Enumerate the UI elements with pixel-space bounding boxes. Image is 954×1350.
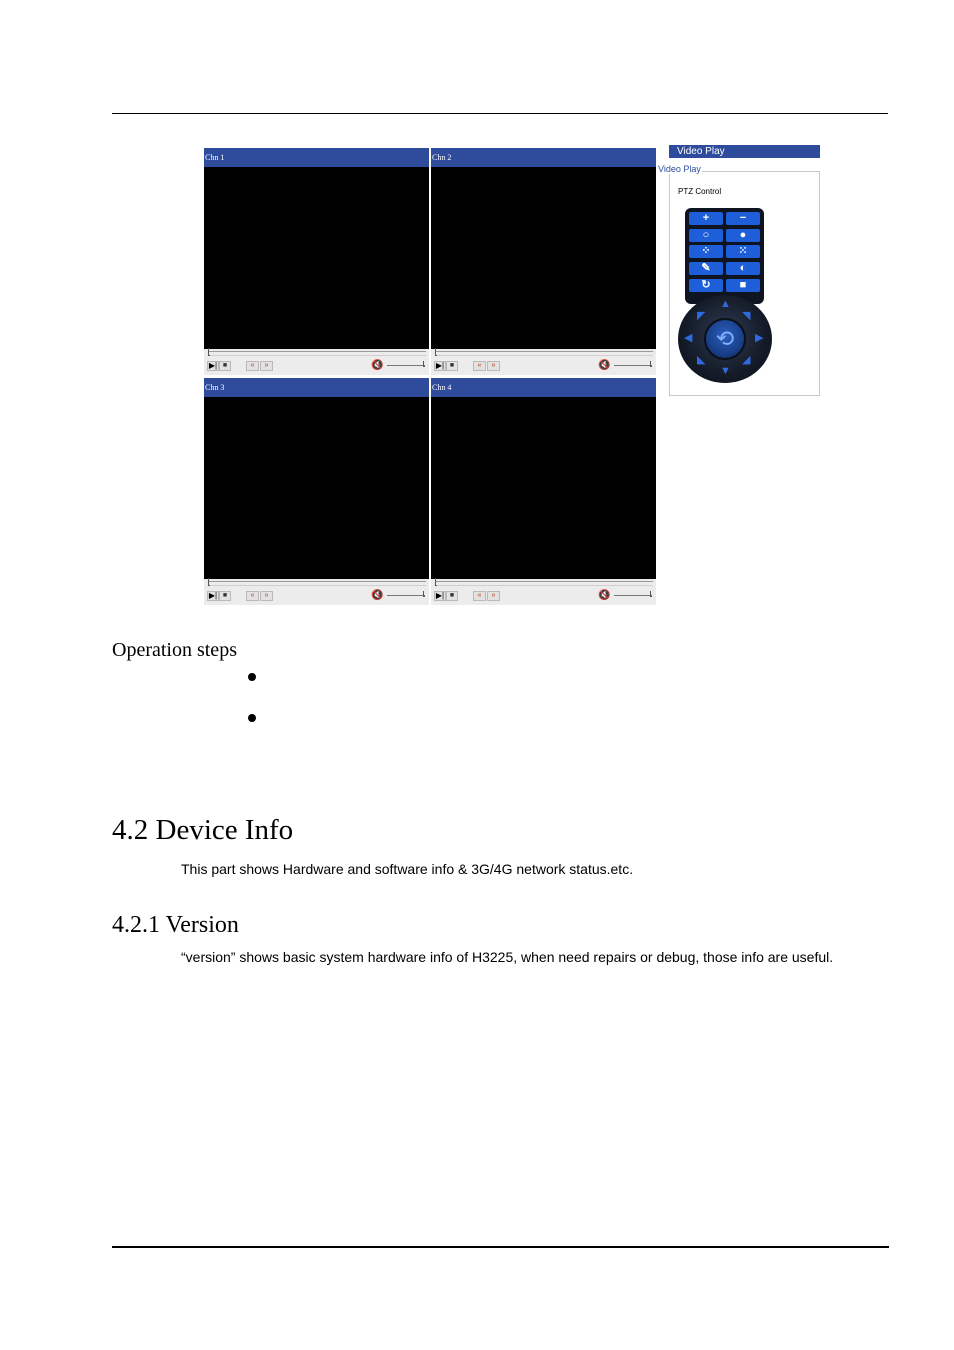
player-controls: [431, 361, 656, 373]
rewind-button[interactable]: «: [246, 361, 259, 371]
video-play-header[interactable]: Video Play: [669, 145, 820, 158]
channel-pane-2: [431, 148, 656, 375]
seek-handle[interactable]: [208, 348, 210, 356]
mute-icon[interactable]: 🔇: [598, 360, 611, 371]
iris-close-button[interactable]: ⁙: [726, 245, 760, 258]
mute-icon[interactable]: 🔇: [598, 590, 611, 601]
seek-bar[interactable]: [435, 351, 653, 356]
zoom-out-button[interactable]: −: [726, 212, 760, 225]
channel-title: Chn 4: [431, 378, 656, 397]
volume-handle[interactable]: [650, 361, 652, 367]
volume-handle[interactable]: [423, 361, 425, 367]
bullet-icon: [248, 714, 256, 722]
header-rule: [112, 113, 888, 114]
ptz-reset-icon[interactable]: ⟲: [704, 318, 746, 360]
stop-button[interactable]: ■: [219, 591, 231, 601]
stop-button[interactable]: ■: [219, 361, 231, 371]
play-button[interactable]: ▶|: [208, 361, 218, 370]
play-button[interactable]: ▶|: [208, 591, 218, 600]
volume-handle[interactable]: [423, 591, 425, 597]
fast-forward-button[interactable]: »: [487, 361, 500, 371]
seek-bar[interactable]: [435, 581, 653, 586]
pan-down-left-arrow-icon[interactable]: ◣: [697, 354, 706, 366]
footer-rule: [112, 1246, 889, 1248]
focus-near-button[interactable]: ○: [689, 229, 723, 242]
pan-left-arrow-icon[interactable]: ◀: [684, 332, 693, 344]
video-view[interactable]: [204, 397, 429, 579]
volume-handle[interactable]: [650, 591, 652, 597]
seek-handle[interactable]: [435, 348, 437, 356]
seek-handle[interactable]: [208, 578, 210, 586]
seek-bar[interactable]: [208, 581, 426, 586]
pan-up-arrow-icon[interactable]: ▲: [720, 298, 731, 310]
pan-down-right-arrow-icon[interactable]: ◢: [742, 354, 751, 366]
channel-pane-1: [204, 148, 429, 375]
focus-far-button[interactable]: ●: [726, 229, 760, 242]
player-controls: [431, 591, 656, 603]
mute-icon[interactable]: 🔇: [371, 360, 384, 371]
rewind-button[interactable]: «: [473, 591, 486, 601]
seek-handle[interactable]: [435, 578, 437, 586]
pan-up-right-arrow-icon[interactable]: ◥: [742, 310, 751, 322]
iris-open-button[interactable]: ⁘: [689, 245, 723, 258]
player-controls: [204, 361, 429, 373]
channel-title: Chn 3: [204, 378, 429, 397]
fast-forward-button[interactable]: »: [260, 591, 273, 601]
auto-scan-button[interactable]: ↻: [689, 279, 723, 292]
fast-forward-button[interactable]: »: [260, 361, 273, 371]
player-controls: [204, 591, 429, 603]
ptz-control-label: PTZ Control: [678, 187, 722, 196]
pan-down-arrow-icon[interactable]: ▼: [720, 365, 731, 377]
wiper-button[interactable]: ✎: [689, 262, 723, 275]
volume-slider[interactable]: [387, 365, 425, 366]
operation-steps-heading: Operation steps: [112, 639, 237, 661]
stop-button[interactable]: ■: [446, 361, 458, 371]
channel-title: Chn 1: [204, 148, 429, 167]
video-view[interactable]: [431, 397, 656, 579]
channel-title: Chn 2: [431, 148, 656, 167]
mute-icon[interactable]: 🔇: [371, 590, 384, 601]
play-button[interactable]: ▶|: [435, 591, 445, 600]
volume-slider[interactable]: [387, 595, 425, 596]
subsection-paragraph: “version” shows basic system hardware info of H3225, when need repairs or debug, those info are useful.: [181, 949, 834, 965]
channel-pane-3: [204, 378, 429, 605]
rewind-button[interactable]: «: [246, 591, 259, 601]
fast-forward-button[interactable]: »: [487, 591, 500, 601]
pan-right-arrow-icon[interactable]: ▶: [755, 332, 764, 344]
stop-ptz-button[interactable]: ■: [726, 279, 760, 292]
channel-pane-4: [431, 378, 656, 605]
volume-slider[interactable]: [614, 595, 652, 596]
bullet-icon: [248, 673, 256, 681]
rewind-button[interactable]: «: [473, 361, 486, 371]
play-button[interactable]: ▶|: [435, 361, 445, 370]
stop-button[interactable]: ■: [446, 591, 458, 601]
section-heading: 4.2 Device Info: [112, 814, 294, 846]
video-play-legend: Video Play: [658, 164, 701, 174]
zoom-in-button[interactable]: +: [689, 212, 723, 225]
subsection-heading: 4.2.1 Version: [112, 912, 239, 938]
video-view[interactable]: [431, 167, 656, 349]
pan-up-left-arrow-icon[interactable]: ◤: [697, 310, 706, 322]
light-button[interactable]: ◐: [726, 262, 760, 275]
section-paragraph: This part shows Hardware and software info & 3G/4G network status.etc.: [181, 861, 634, 877]
video-view[interactable]: [204, 167, 429, 349]
seek-bar[interactable]: [208, 351, 426, 356]
volume-slider[interactable]: [614, 365, 652, 366]
